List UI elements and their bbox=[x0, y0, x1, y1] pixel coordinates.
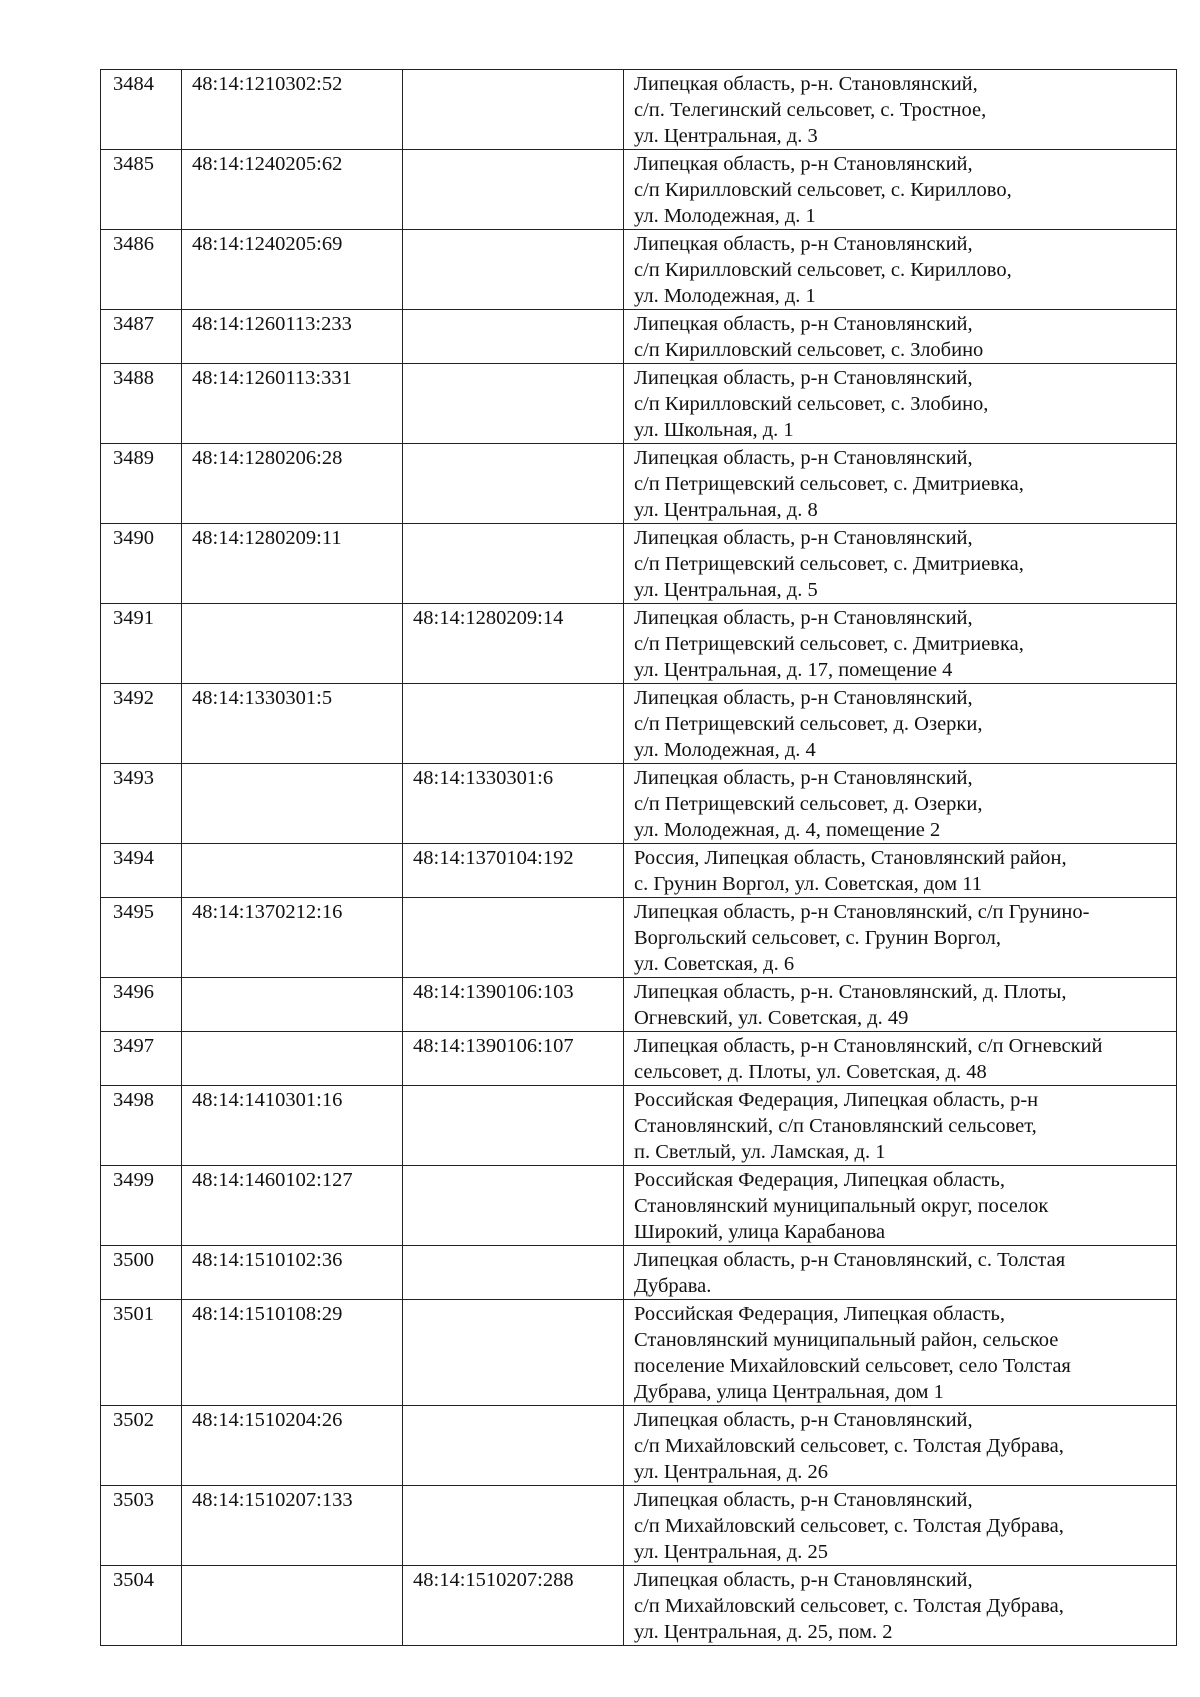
land-cadastral-number-cell: 48:14:1370212:16 bbox=[182, 898, 403, 978]
address-line: Липецкая область, р-н. Становлянский, д. Плоты, bbox=[634, 981, 1067, 1003]
address-cell bbox=[624, 844, 1177, 898]
address-cell bbox=[624, 364, 1177, 444]
address-line: с/п Петрищевский сельсовет, д. Озерки, bbox=[634, 793, 983, 815]
row-number-cell: 3486 bbox=[101, 230, 182, 310]
address-line: Липецкая область, р-н Становлянский, bbox=[634, 767, 973, 789]
address-line: Липецкая область, р-н Становлянский, bbox=[634, 607, 973, 629]
table-row bbox=[101, 1086, 1177, 1166]
table-row bbox=[101, 1486, 1177, 1566]
table-row bbox=[101, 604, 1177, 684]
address-cell bbox=[624, 684, 1177, 764]
address-line: ул. Молодежная, д. 1 bbox=[634, 205, 816, 227]
building-cadastral-number-cell bbox=[403, 1406, 624, 1486]
address-line: ул. Центральная, д. 3 bbox=[634, 125, 818, 147]
table-row bbox=[101, 1300, 1177, 1406]
address-line: поселение Михайловский сельсовет, село Толстая bbox=[634, 1355, 1071, 1377]
building-cadastral-number-cell bbox=[403, 1300, 624, 1406]
address-line: Липецкая область, р-н. Становлянский, bbox=[634, 73, 978, 95]
row-number-cell: 3499 bbox=[101, 1166, 182, 1246]
address-line: с/п Петрищевский сельсовет, д. Озерки, bbox=[634, 713, 983, 735]
land-cadastral-number-cell: 48:14:1260113:233 bbox=[182, 310, 403, 364]
land-cadastral-number-cell: 48:14:1510108:29 bbox=[182, 1300, 403, 1406]
address-line: с/п Петрищевский сельсовет, с. Дмитриевка, bbox=[634, 553, 1024, 575]
row-number-cell: 3485 bbox=[101, 150, 182, 230]
building-cadastral-number-cell: 48:14:1510207:288 bbox=[403, 1566, 624, 1646]
row-number-cell: 3492 bbox=[101, 684, 182, 764]
address-line: Липецкая область, р-н Становлянский, bbox=[634, 233, 973, 255]
land-cadastral-number-cell bbox=[182, 604, 403, 684]
address-line: ул. Школьная, д. 1 bbox=[634, 419, 794, 441]
table-row bbox=[101, 1166, 1177, 1246]
row-number-cell: 3488 bbox=[101, 364, 182, 444]
land-cadastral-number-cell bbox=[182, 1566, 403, 1646]
building-cadastral-number-cell bbox=[403, 1486, 624, 1566]
table-row bbox=[101, 230, 1177, 310]
address-cell bbox=[624, 1246, 1177, 1300]
row-number-cell: 3502 bbox=[101, 1406, 182, 1486]
row-number-cell: 3503 bbox=[101, 1486, 182, 1566]
row-number-cell: 3496 bbox=[101, 978, 182, 1032]
address-line: с/п Михайловский сельсовет, с. Толстая Дубрава, bbox=[634, 1515, 1064, 1537]
row-number-cell: 3493 bbox=[101, 764, 182, 844]
address-line: ул. Центральная, д. 5 bbox=[634, 579, 818, 601]
building-cadastral-number-cell bbox=[403, 310, 624, 364]
building-cadastral-number-cell bbox=[403, 684, 624, 764]
table-row bbox=[101, 844, 1177, 898]
table-row bbox=[101, 444, 1177, 524]
row-number-cell: 3497 bbox=[101, 1032, 182, 1086]
address-line: Липецкая область, р-н Становлянский, bbox=[634, 1489, 973, 1511]
address-line: с. Грунин Воргол, ул. Советская, дом 11 bbox=[634, 873, 982, 895]
address-line: сельсовет, д. Плоты, ул. Советская, д. 48 bbox=[634, 1061, 987, 1083]
table-row bbox=[101, 310, 1177, 364]
table-row bbox=[101, 1566, 1177, 1646]
table-row bbox=[101, 70, 1177, 150]
table-row bbox=[101, 1032, 1177, 1086]
row-number-cell: 3491 bbox=[101, 604, 182, 684]
table-row bbox=[101, 684, 1177, 764]
row-number-cell: 3484 bbox=[101, 70, 182, 150]
building-cadastral-number-cell: 48:14:1280209:14 bbox=[403, 604, 624, 684]
land-cadastral-number-cell: 48:14:1330301:5 bbox=[182, 684, 403, 764]
address-cell bbox=[624, 310, 1177, 364]
address-line: с/п Михайловский сельсовет, с. Толстая Дубрава, bbox=[634, 1595, 1064, 1617]
address-cell bbox=[624, 1166, 1177, 1246]
land-cadastral-number-cell: 48:14:1240205:62 bbox=[182, 150, 403, 230]
address-line: ул. Центральная, д. 17, помещение 4 bbox=[634, 659, 953, 681]
land-cadastral-number-cell: 48:14:1240205:69 bbox=[182, 230, 403, 310]
table-row bbox=[101, 898, 1177, 978]
address-cell bbox=[624, 70, 1177, 150]
table-row bbox=[101, 1246, 1177, 1300]
address-cell bbox=[624, 230, 1177, 310]
address-line: Российская Федерация, Липецкая область, bbox=[634, 1303, 1005, 1325]
address-line: Липецкая область, р-н Становлянский, bbox=[634, 367, 973, 389]
table-row bbox=[101, 1406, 1177, 1486]
address-line: Российская Федерация, Липецкая область, р-н bbox=[634, 1089, 1039, 1111]
row-number-cell: 3501 bbox=[101, 1300, 182, 1406]
address-cell bbox=[624, 1300, 1177, 1406]
row-number-cell: 3498 bbox=[101, 1086, 182, 1166]
address-line: ул. Центральная, д. 25, пом. 2 bbox=[634, 1621, 893, 1643]
address-line: п. Светлый, ул. Ламская, д. 1 bbox=[634, 1141, 886, 1163]
address-line: с/п Петрищевский сельсовет, с. Дмитриевка, bbox=[634, 473, 1024, 495]
address-line: ул. Центральная, д. 25 bbox=[634, 1541, 828, 1563]
address-line: Становлянский муниципальный район, сельское bbox=[634, 1329, 1059, 1351]
address-line: с/п Петрищевский сельсовет, с. Дмитриевка, bbox=[634, 633, 1024, 655]
address-line: с/п Кирилловский сельсовет, с. Злобино, bbox=[634, 393, 989, 415]
address-line: ул. Центральная, д. 8 bbox=[634, 499, 818, 521]
building-cadastral-number-cell: 48:14:1330301:6 bbox=[403, 764, 624, 844]
address-line: ул. Молодежная, д. 1 bbox=[634, 285, 816, 307]
land-cadastral-number-cell: 48:14:1510207:133 bbox=[182, 1486, 403, 1566]
address-cell bbox=[624, 1032, 1177, 1086]
address-cell bbox=[624, 978, 1177, 1032]
row-number-cell: 3494 bbox=[101, 844, 182, 898]
address-cell bbox=[624, 1086, 1177, 1166]
land-cadastral-number-cell bbox=[182, 978, 403, 1032]
land-cadastral-number-cell: 48:14:1260113:331 bbox=[182, 364, 403, 444]
address-line: ул. Центральная, д. 26 bbox=[634, 1461, 828, 1483]
address-cell bbox=[624, 1566, 1177, 1646]
address-cell bbox=[624, 1406, 1177, 1486]
building-cadastral-number-cell bbox=[403, 524, 624, 604]
land-cadastral-number-cell bbox=[182, 764, 403, 844]
registry-table bbox=[100, 69, 1177, 1646]
building-cadastral-number-cell bbox=[403, 230, 624, 310]
address-line: Липецкая область, р-н Становлянский, bbox=[634, 1409, 973, 1431]
land-cadastral-number-cell: 48:14:1280209:11 bbox=[182, 524, 403, 604]
address-line: Широкий, улица Карабанова bbox=[634, 1221, 886, 1243]
address-line: с/п Кирилловский сельсовет, с. Кириллово, bbox=[634, 259, 1012, 281]
address-line: Становлянский муниципальный округ, поселок bbox=[634, 1195, 1049, 1217]
building-cadastral-number-cell: 48:14:1370104:192 bbox=[403, 844, 624, 898]
address-cell bbox=[624, 898, 1177, 978]
building-cadastral-number-cell bbox=[403, 444, 624, 524]
table-row bbox=[101, 764, 1177, 844]
building-cadastral-number-cell bbox=[403, 1246, 624, 1300]
land-cadastral-number-cell bbox=[182, 844, 403, 898]
address-line: Воргольский сельсовет, с. Грунин Воргол, bbox=[634, 927, 1002, 949]
address-line: Липецкая область, р-н Становлянский, bbox=[634, 1569, 973, 1591]
address-line: Липецкая область, р-н Становлянский, bbox=[634, 527, 973, 549]
address-line: Огневский, ул. Советская, д. 49 bbox=[634, 1007, 909, 1029]
address-line: Липецкая область, р-н Становлянский, с/п Огневский bbox=[634, 1035, 1103, 1057]
registry-table-body bbox=[101, 70, 1177, 1646]
row-number-cell: 3489 bbox=[101, 444, 182, 524]
table-row bbox=[101, 150, 1177, 230]
building-cadastral-number-cell bbox=[403, 364, 624, 444]
building-cadastral-number-cell bbox=[403, 1086, 624, 1166]
address-line: с/п Кирилловский сельсовет, с. Злобино bbox=[634, 339, 984, 361]
land-cadastral-number-cell: 48:14:1510102:36 bbox=[182, 1246, 403, 1300]
building-cadastral-number-cell bbox=[403, 1166, 624, 1246]
address-line: Дубрава, улица Центральная, дом 1 bbox=[634, 1381, 944, 1403]
address-line: Россия, Липецкая область, Становлянский район, bbox=[634, 847, 1067, 869]
address-cell bbox=[624, 150, 1177, 230]
land-cadastral-number-cell: 48:14:1210302:52 bbox=[182, 70, 403, 150]
row-number-cell: 3487 bbox=[101, 310, 182, 364]
row-number-cell: 3495 bbox=[101, 898, 182, 978]
address-cell bbox=[624, 764, 1177, 844]
row-number-cell: 3490 bbox=[101, 524, 182, 604]
table-row bbox=[101, 524, 1177, 604]
address-line: Дубрава. bbox=[634, 1275, 712, 1297]
land-cadastral-number-cell: 48:14:1510204:26 bbox=[182, 1406, 403, 1486]
land-cadastral-number-cell: 48:14:1410301:16 bbox=[182, 1086, 403, 1166]
address-cell bbox=[624, 1486, 1177, 1566]
address-line: ул. Молодежная, д. 4 bbox=[634, 739, 816, 761]
address-line: Липецкая область, р-н Становлянский, с. Толстая bbox=[634, 1249, 1066, 1271]
row-number-cell: 3504 bbox=[101, 1566, 182, 1646]
address-line: с/п. Телегинский сельсовет, с. Тростное, bbox=[634, 99, 987, 121]
address-line: Липецкая область, р-н Становлянский, bbox=[634, 313, 973, 335]
address-line: ул. Молодежная, д. 4, помещение 2 bbox=[634, 819, 941, 841]
address-line: с/п Михайловский сельсовет, с. Толстая Дубрава, bbox=[634, 1435, 1064, 1457]
address-line: Липецкая область, р-н Становлянский, bbox=[634, 687, 973, 709]
building-cadastral-number-cell bbox=[403, 150, 624, 230]
address-cell bbox=[624, 444, 1177, 524]
land-cadastral-number-cell: 48:14:1460102:127 bbox=[182, 1166, 403, 1246]
address-line: Липецкая область, р-н Становлянский, bbox=[634, 153, 973, 175]
address-cell bbox=[624, 524, 1177, 604]
land-cadastral-number-cell: 48:14:1280206:28 bbox=[182, 444, 403, 524]
land-cadastral-number-cell bbox=[182, 1032, 403, 1086]
address-line: Становлянский, с/п Становлянский сельсовет, bbox=[634, 1115, 1037, 1137]
address-line: ул. Советская, д. 6 bbox=[634, 953, 795, 975]
building-cadastral-number-cell bbox=[403, 70, 624, 150]
building-cadastral-number-cell bbox=[403, 898, 624, 978]
address-line: Липецкая область, р-н Становлянский, bbox=[634, 447, 973, 469]
building-cadastral-number-cell: 48:14:1390106:103 bbox=[403, 978, 624, 1032]
address-line: Липецкая область, р-н Становлянский, с/п Грунино- bbox=[634, 901, 1090, 923]
address-line: Российская Федерация, Липецкая область, bbox=[634, 1169, 1005, 1191]
building-cadastral-number-cell: 48:14:1390106:107 bbox=[403, 1032, 624, 1086]
address-line: с/п Кирилловский сельсовет, с. Кириллово, bbox=[634, 179, 1012, 201]
table-row bbox=[101, 978, 1177, 1032]
address-cell bbox=[624, 604, 1177, 684]
table-row bbox=[101, 364, 1177, 444]
row-number-cell: 3500 bbox=[101, 1246, 182, 1300]
